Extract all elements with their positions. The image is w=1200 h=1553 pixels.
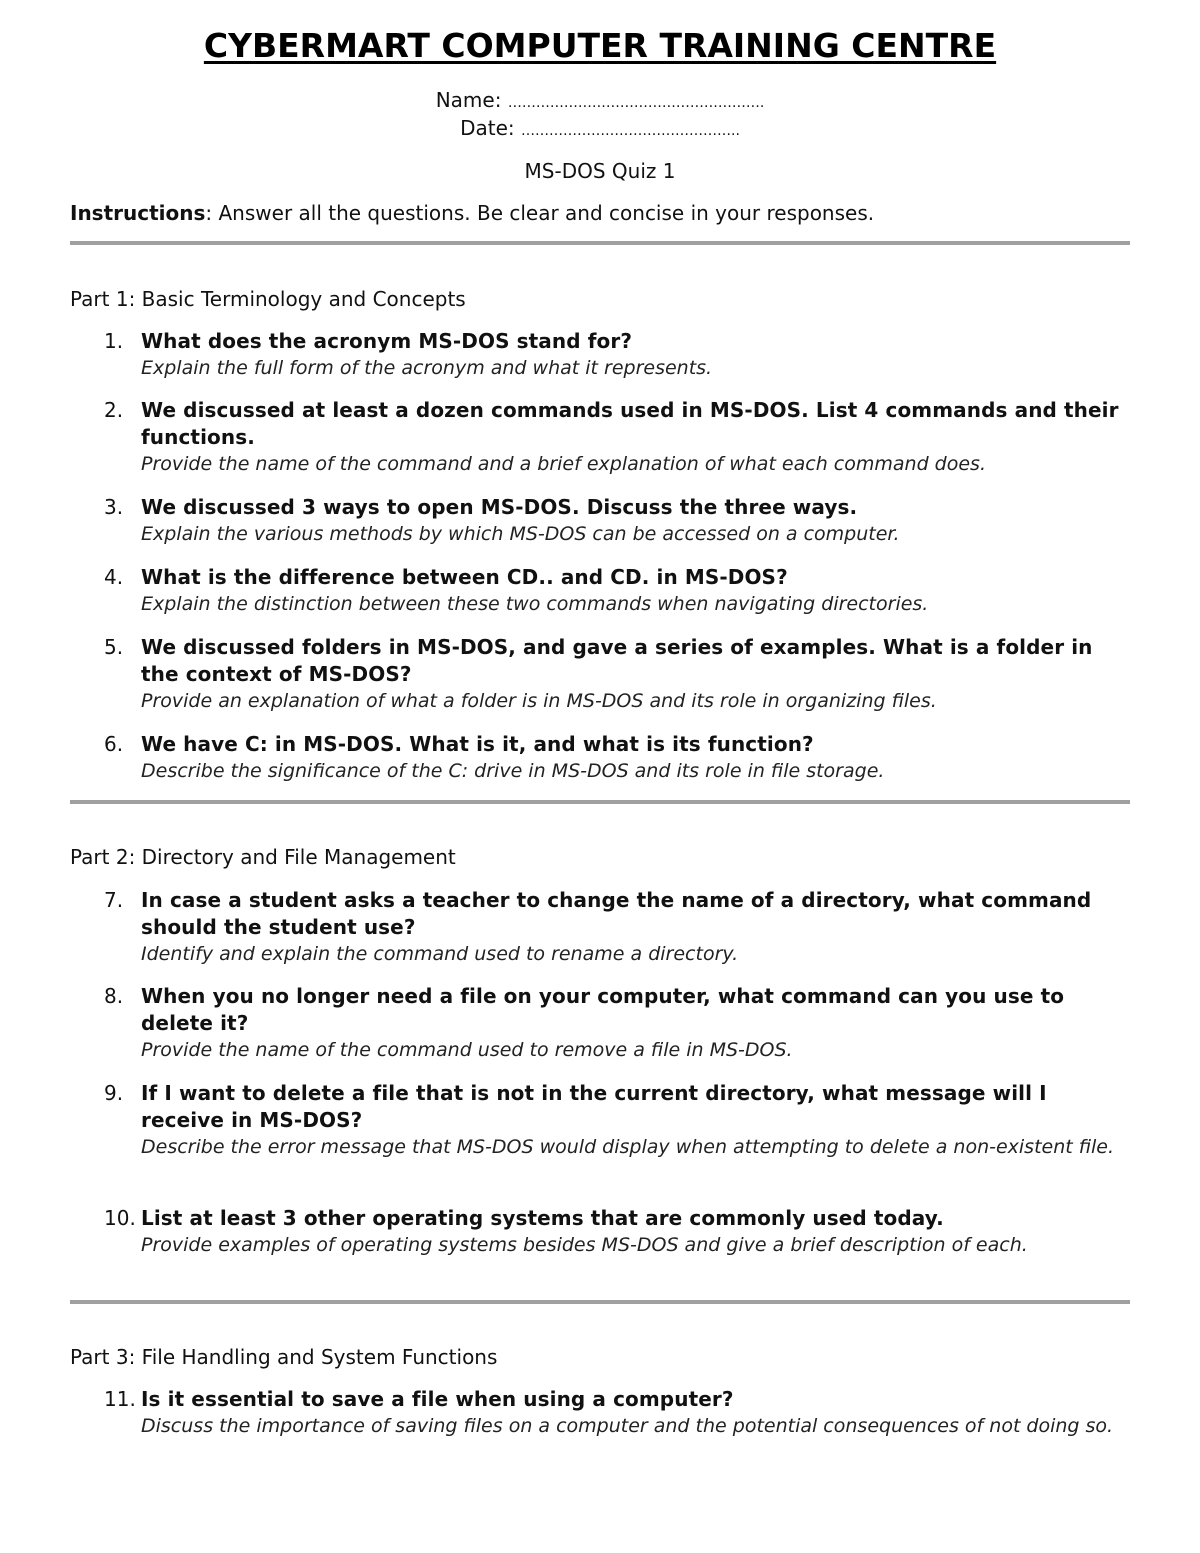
question-hint: Explain the full form of the acronym and what it represents. (141, 357, 713, 379)
question-text: In case a student asks a teacher to change the name of a directory, what command should the student use? (141, 888, 1092, 939)
name-field (70, 86, 1130, 117)
question-number: 9. (104, 1081, 124, 1105)
name-label: Name: (435, 88, 502, 112)
question-number: 1. (104, 329, 124, 353)
question-7 (70, 887, 1130, 968)
question-1 (70, 328, 1130, 382)
question-text: What is the difference between CD.. and CD. in MS-DOS? (141, 565, 788, 589)
question-2 (70, 397, 1130, 478)
question-text: What does the acronym MS-DOS stand for? (141, 329, 633, 353)
question-hint: Provide the name of the command used to remove a file in MS-DOS. (141, 1039, 793, 1061)
question-text: We have C: in MS-DOS. What is it, and what is its function? (141, 732, 814, 756)
question-text: When you no longer need a file on your computer, what command can you use to delete it? (141, 984, 1065, 1035)
name-blank: ………………………………………………. (507, 95, 765, 111)
page-title: CYBERMART COMPUTER TRAINING CENTRE (203, 26, 997, 65)
instructions-text: : Answer all the questions. Be clear and concise in your responses. (205, 201, 875, 225)
question-text: We discussed at least a dozen commands used in MS-DOS. List 4 commands and their functions. (141, 398, 1119, 449)
question-number: 5. (104, 635, 124, 659)
question-hint: Provide an explanation of what a folder is in MS-DOS and its role in organizing files. (141, 690, 937, 712)
instructions (70, 199, 874, 227)
question-hint: Provide the name of the command and a brief explanation of what each command does. (141, 453, 986, 475)
part-1-heading: Part 1: Basic Terminology and Concepts (70, 287, 466, 311)
question-8 (70, 983, 1130, 1064)
question-text: If I want to delete a file that is not in the current directory, what message will I receive in MS-DOS? (141, 1081, 1047, 1132)
question-text: We discussed folders in MS-DOS, and gave a series of examples. What is a folder in the context of MS-DOS? (141, 635, 1093, 686)
question-9 (70, 1080, 1130, 1161)
part-2-heading: Part 2: Directory and File Management (70, 845, 456, 869)
question-hint: Explain the various methods by which MS-DOS can be accessed on a computer. (141, 523, 900, 545)
question-number: 7. (104, 888, 124, 912)
question-hint: Describe the significance of the C: drive in MS-DOS and its role in file storage. (141, 760, 885, 782)
date-field (70, 114, 1130, 145)
question-hint: Identify and explain the command used to rename a directory. (141, 943, 739, 965)
question-number: 3. (104, 495, 124, 519)
question-hint: Explain the distinction between these two commands when navigating directories. (141, 593, 929, 615)
question-hint: Describe the error message that MS-DOS would display when attempting to delete a non-existent file. (141, 1136, 1115, 1158)
question-number: 6. (104, 732, 124, 756)
question-5 (70, 634, 1130, 715)
question-text: Is it essential to save a file when using a computer? (141, 1387, 734, 1411)
question-number: 2. (104, 398, 124, 422)
divider (70, 800, 1130, 804)
date-label: Date: (460, 116, 515, 140)
question-11 (70, 1386, 1130, 1440)
question-number: 8. (104, 984, 124, 1008)
question-number: 4. (104, 565, 124, 589)
divider (70, 241, 1130, 245)
question-3 (70, 494, 1130, 548)
part-3-heading: Part 3: File Handling and System Functions (70, 1345, 498, 1369)
question-hint: Provide examples of operating systems besides MS-DOS and give a brief description of each. (141, 1234, 1028, 1256)
divider (70, 1300, 1130, 1304)
question-number: 11. (104, 1387, 136, 1411)
question-10 (70, 1205, 1130, 1259)
date-blank: ……………………………………….. (521, 123, 740, 139)
question-4 (70, 564, 1130, 618)
question-hint: Discuss the importance of saving files on a computer and the potential consequences of not doing so. (141, 1415, 1114, 1437)
question-text: List at least 3 other operating systems that are commonly used today. (141, 1206, 944, 1230)
question-6 (70, 731, 1130, 785)
question-number: 10. (104, 1206, 136, 1230)
instructions-label: Instructions (70, 201, 206, 225)
quiz-title: MS-DOS Quiz 1 (524, 159, 676, 183)
question-text: We discussed 3 ways to open MS-DOS. Discuss the three ways. (141, 495, 858, 519)
